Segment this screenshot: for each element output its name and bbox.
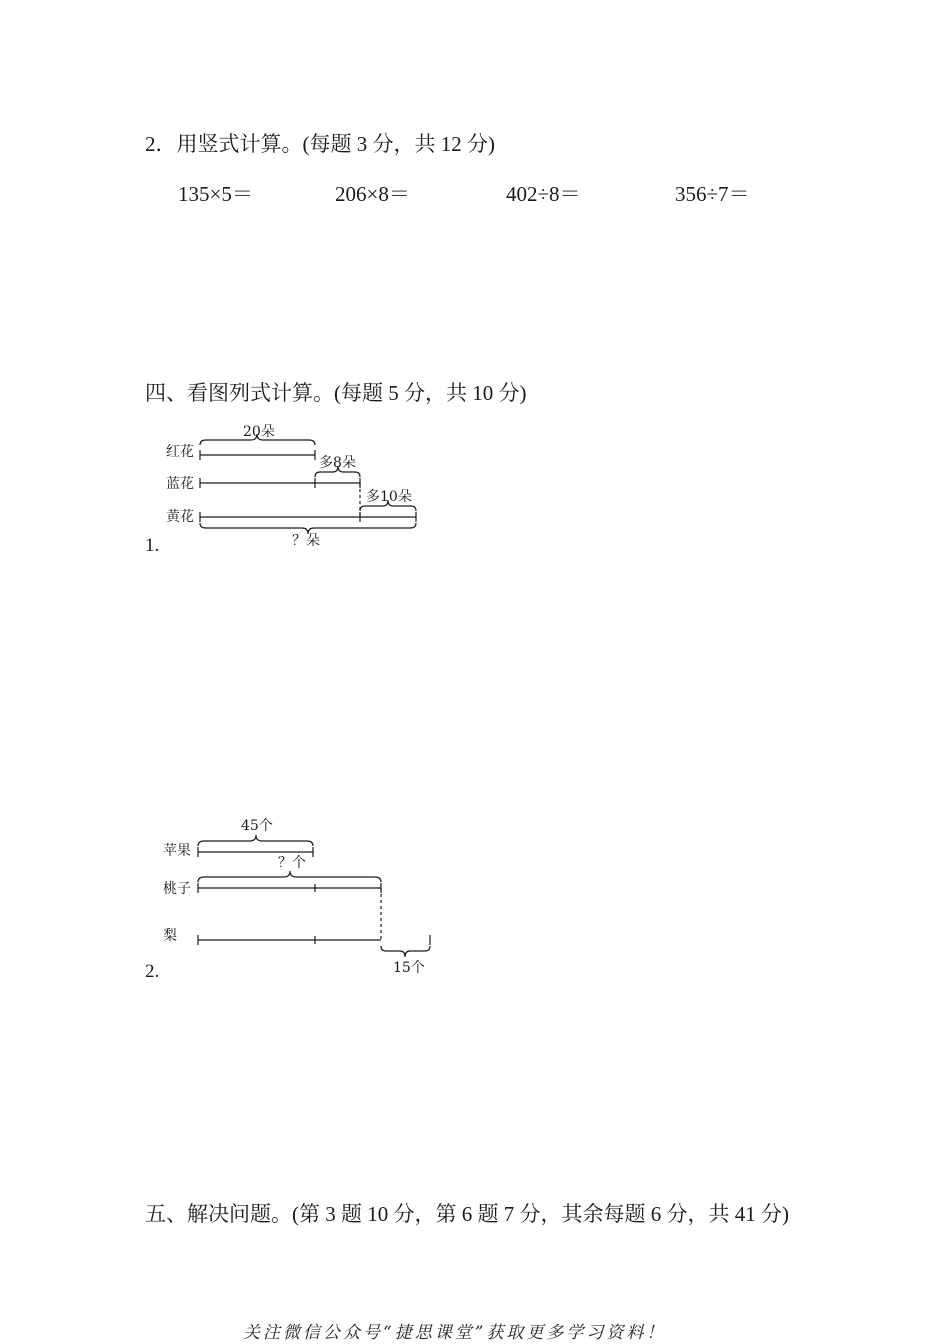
problem-1-number: 1. (145, 535, 160, 556)
brace-label-apple-count: 45个 (241, 818, 273, 834)
label-yellow-flower: 黄花 (166, 509, 194, 525)
brace-label-yellow-more: 多10朵 (366, 489, 412, 505)
expression-3: 402÷8＝ (506, 182, 581, 206)
problem-2-number: 2. (145, 961, 160, 982)
label-apple: 苹果 (163, 843, 191, 859)
brace-label-total: ？朵 (292, 533, 320, 549)
label-pear: 梨 (163, 928, 177, 944)
expression-2: 206×8＝ (335, 182, 410, 206)
section-five-title: 五、解决问题。(第 3 题 10 分，第 6 题 7 分，其余每题 6 分，共 41 分) (145, 1202, 789, 1226)
brace-label-red-count: 20朵 (243, 424, 275, 440)
fruit-line-diagram (150, 810, 450, 975)
label-blue-flower: 蓝花 (166, 476, 194, 492)
expression-4: 356÷7＝ (675, 182, 750, 206)
label-peach: 桃子 (163, 881, 191, 897)
brace-label-blue-more: 多8朵 (319, 455, 356, 471)
flower-line-diagram (150, 415, 450, 555)
label-red-flower: 红花 (166, 444, 194, 460)
question-2-title: 2．用竖式计算。(每题 3 分，共 12 分) (145, 132, 495, 156)
footer-notice: 关注微信公众号“捷思课堂”获取更多学习资料！ (243, 1323, 667, 1343)
brace-label-pear-less: 15个 (393, 960, 425, 976)
brace-label-peach-count: ？个 (278, 855, 306, 871)
section-four-title: 四、看图列式计算。(每题 5 分，共 10 分) (145, 381, 527, 405)
expression-1: 135×5＝ (178, 182, 253, 206)
